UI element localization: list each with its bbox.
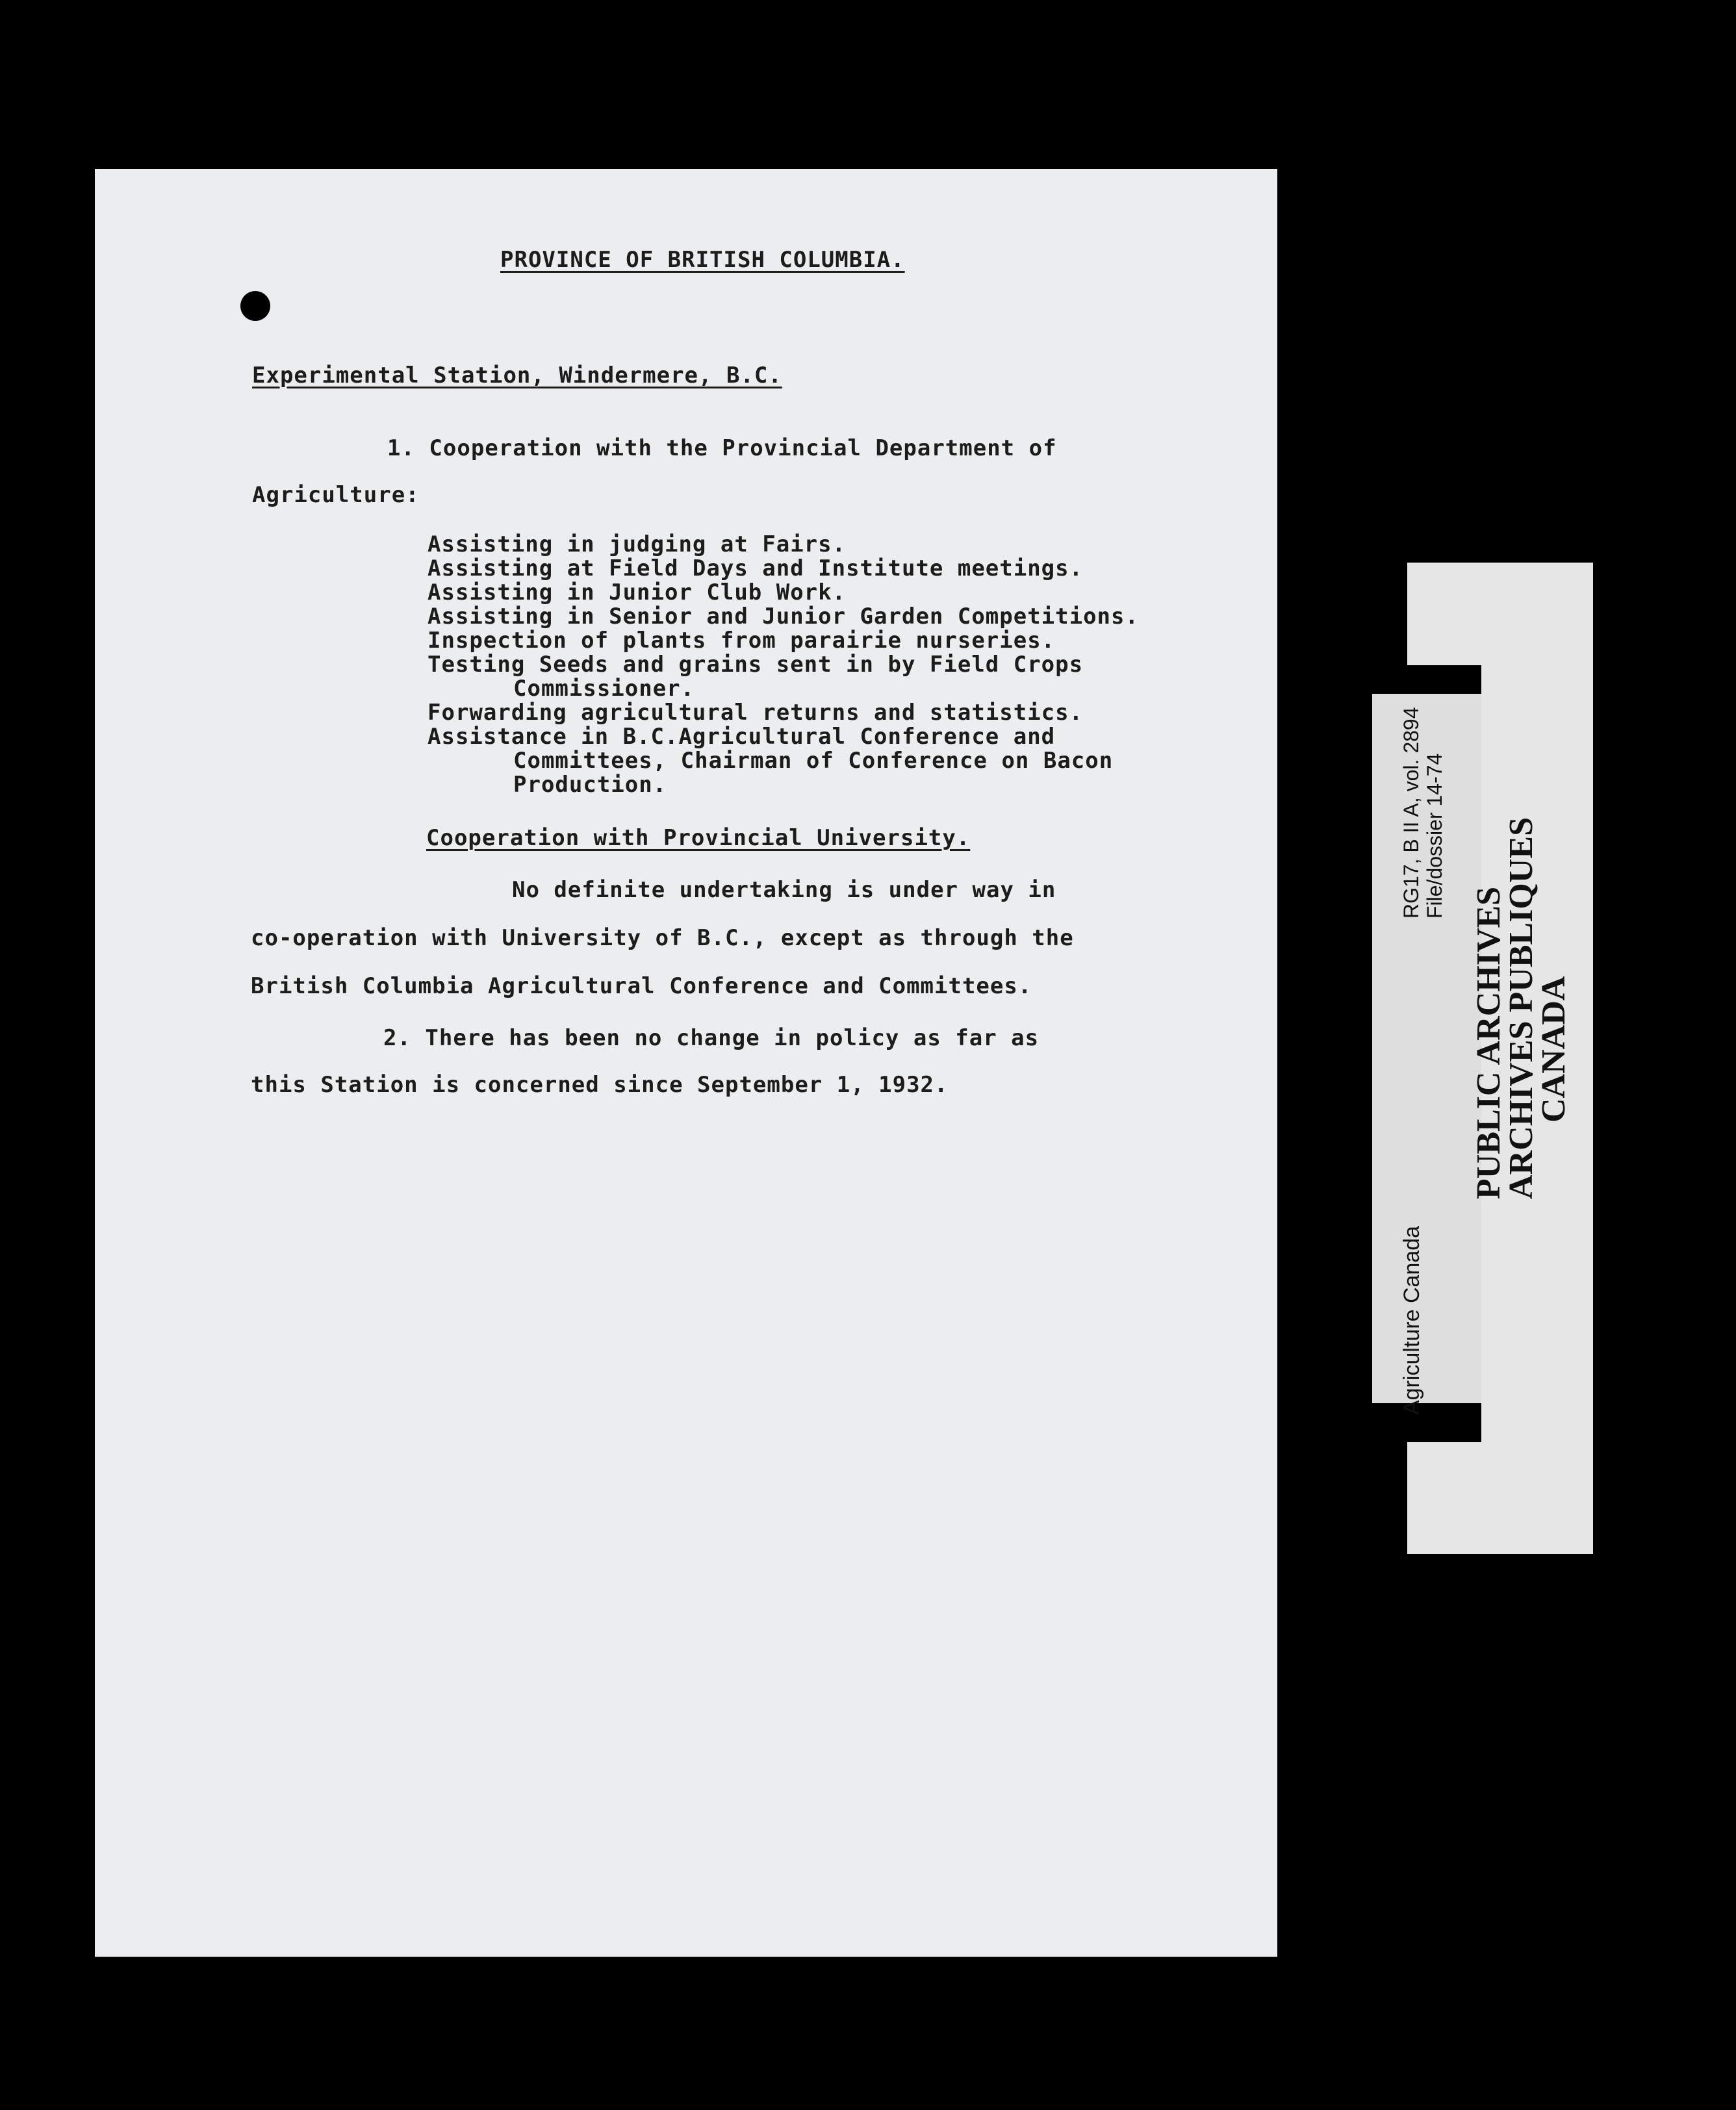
university-line-2: co-operation with University of B.C., except as through the bbox=[251, 925, 1074, 951]
reference-line-2: File/dossier 14-74 bbox=[1423, 753, 1446, 919]
list-item: Assisting in judging at Fairs. bbox=[428, 531, 847, 557]
list-item: Testing Seeds and grains sent in by Field Crops bbox=[428, 652, 1084, 678]
station-heading: Experimental Station, Windermere, B.C. bbox=[252, 362, 782, 388]
list-item: Assisting at Field Days and Institute meetings. bbox=[428, 555, 1084, 581]
item2-line-2: this Station is concerned since September 1, 1932. bbox=[251, 1072, 949, 1098]
archive-country: CANADA bbox=[1535, 976, 1572, 1123]
activities-list bbox=[428, 533, 1139, 797]
archive-name-en: PUBLIC ARCHIVES bbox=[1470, 886, 1507, 1199]
list-item: Inspection of plants from parairie nurseries. bbox=[428, 628, 1056, 654]
archive-name-fr: ARCHIVES PUBLIQUES bbox=[1503, 817, 1540, 1199]
list-item: Production. bbox=[513, 772, 667, 798]
list-item: Assisting in Senior and Junior Garden Competitions. bbox=[428, 604, 1139, 629]
item2-line-1: 2. There has been no change in policy as far as bbox=[383, 1025, 1040, 1051]
item1-intro-cont: Agriculture: bbox=[252, 482, 420, 508]
list-item: Assisting in Junior Club Work. bbox=[428, 579, 847, 605]
item1-intro: 1. Cooperation with the Provincial Department of bbox=[387, 435, 1057, 461]
university-line-1: No definite undertaking is under way in bbox=[512, 877, 1056, 903]
university-line-3: British Columbia Agricultural Conference and Committees. bbox=[251, 973, 1032, 999]
department-label: Agriculture Canada bbox=[1399, 1225, 1424, 1415]
university-heading: Cooperation with Provincial University. bbox=[426, 825, 971, 851]
list-item: Forwarding agricultural returns and statistics. bbox=[428, 700, 1084, 726]
list-item: Assistance in B.C.Agricultural Conference and bbox=[428, 724, 1056, 750]
reference-line-1: RG17, B II A, vol. 2894 bbox=[1399, 707, 1423, 919]
document-title: PROVINCE OF BRITISH COLUMBIA. bbox=[500, 247, 905, 273]
punch-hole bbox=[240, 291, 270, 321]
list-item: Committees, Chairman of Conference on Bacon bbox=[513, 748, 1114, 774]
list-item: Commissioner. bbox=[513, 676, 695, 702]
label-card-notch bbox=[1407, 665, 1481, 694]
label-card-tab bbox=[1372, 1403, 1481, 1442]
